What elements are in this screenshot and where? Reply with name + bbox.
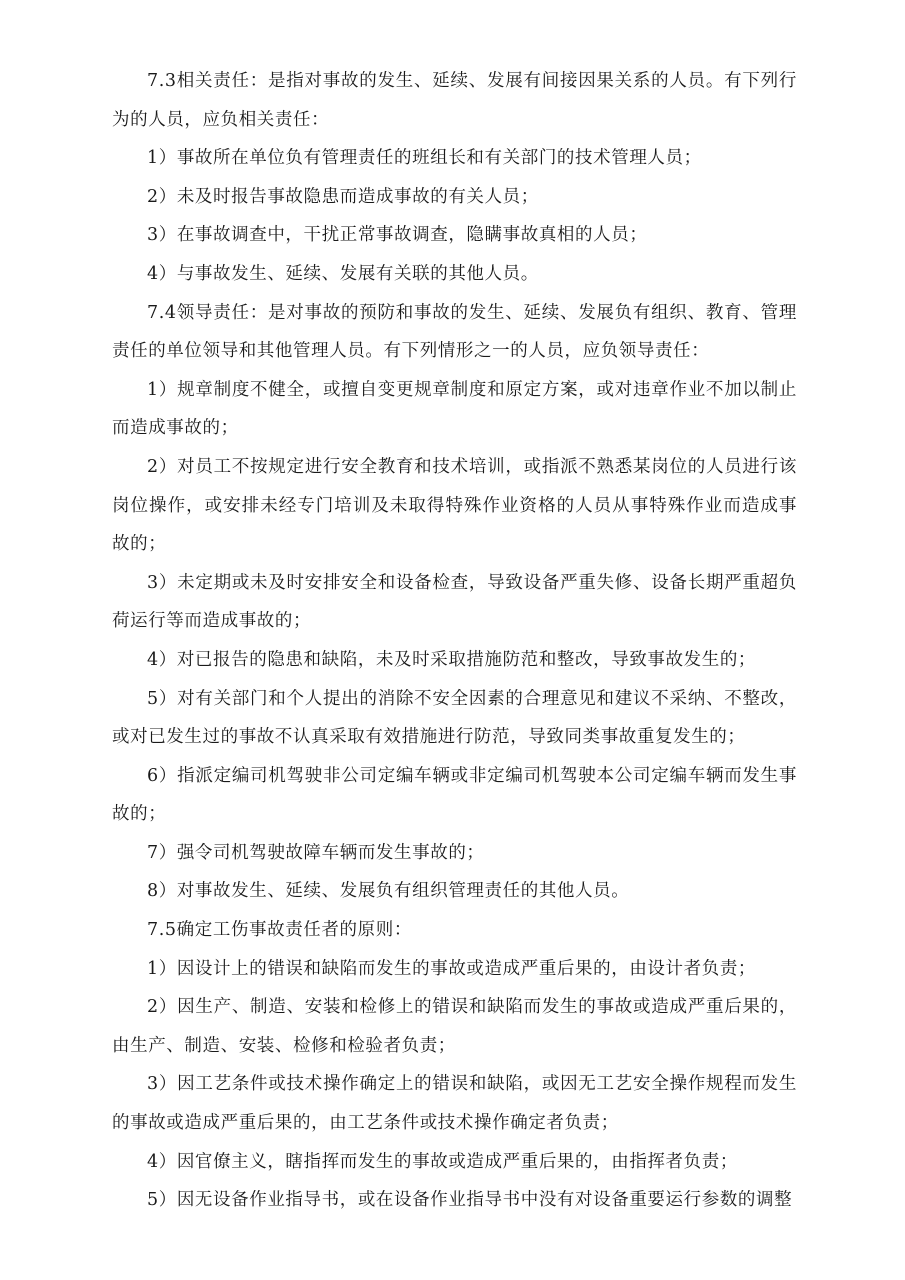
list-item: 5）因无设备作业指导书，或在设备作业指导书中没有对设备重要运行参数的调整 (147, 1190, 793, 1211)
list-item: 1）规章制度不健全，或擅自变更规章制度和原定方案，或对违章作业不加以制止而造成事故的； (112, 379, 797, 439)
document-page (112, 62, 797, 1220)
list-item: 5）对有关部门和个人提出的消除不安全因素的合理意见和建议不采纳、不整改，或对已发生过的事故不认真采取有效措施进行防范，导致同类事故重复发生的； (112, 688, 797, 748)
list-item: 7）强令司机驾驶故障车辆而发生事故的； (147, 842, 485, 863)
section-7-5-heading-paragraph: 7.5确定工伤事故责任者的原则： (147, 920, 412, 941)
list-item: 1）事故所在单位负有管理责任的班组长和有关部门的技术管理人员； (147, 148, 702, 169)
section-7-4-heading-paragraph: 7.4领导责任：是对事故的预防和事故的发生、延续、发展负有组织、教育、管理责任的单位领导和其他管理人员。有下列情形之一的人员，应负领导责任： (112, 302, 797, 362)
list-item: 4）因官僚主义，瞎指挥而发生的事故或造成严重后果的，由指挥者负责； (147, 1151, 738, 1172)
list-item: 3）在事故调查中，干扰正常事故调查，隐瞒事故真相的人员； (147, 225, 648, 246)
section-7-3-heading-paragraph: 7.3相关责任：是指对事故的发生、延续、发展有间接因果关系的人员。有下列行为的人员，应负相关责任： (112, 71, 797, 130)
list-item: 8）对事故发生、延续、发展负有组织管理责任的其他人员。 (147, 881, 630, 902)
list-item: 2）对员工不按规定进行安全教育和技术培训，或指派不熟悉某岗位的人员进行该岗位操作，或安排未经专门培训及未取得特殊作业资格的人员从事特殊作业而造成事故的； (112, 456, 797, 555)
list-item: 1）因设计上的错误和缺陷而发生的事故或造成严重后果的，由设计者负责； (147, 958, 757, 979)
list-item: 6）指派定编司机驾驶非公司定编车辆或非定编司机驾驶本公司定编车辆而发生事故的； (112, 765, 797, 825)
list-item: 2）未及时报告事故隐患而造成事故的有关人员； (147, 186, 539, 207)
list-item: 3）未定期或未及时安排安全和设备检查，导致设备严重失修、设备长期严重超负荷运行等而造成事故的； (112, 572, 797, 632)
list-item: 2）因生产、制造、安装和检修上的错误和缺陷而发生的事故或造成严重后果的，由生产、制造、安装、检修和检验者负责； (112, 997, 797, 1056)
list-item: 4）与事故发生、延续、发展有关联的其他人员。 (147, 263, 539, 284)
list-item: 4）对已报告的隐患和缺陷，未及时采取措施防范和整改，导致事故发生的； (147, 649, 757, 670)
list-item: 3）因工艺条件或技术操作确定上的错误和缺陷，或因无工艺安全操作规程而发生的事故或造成严重后果的，由工艺条件或技术操作确定者负责； (112, 1074, 797, 1134)
